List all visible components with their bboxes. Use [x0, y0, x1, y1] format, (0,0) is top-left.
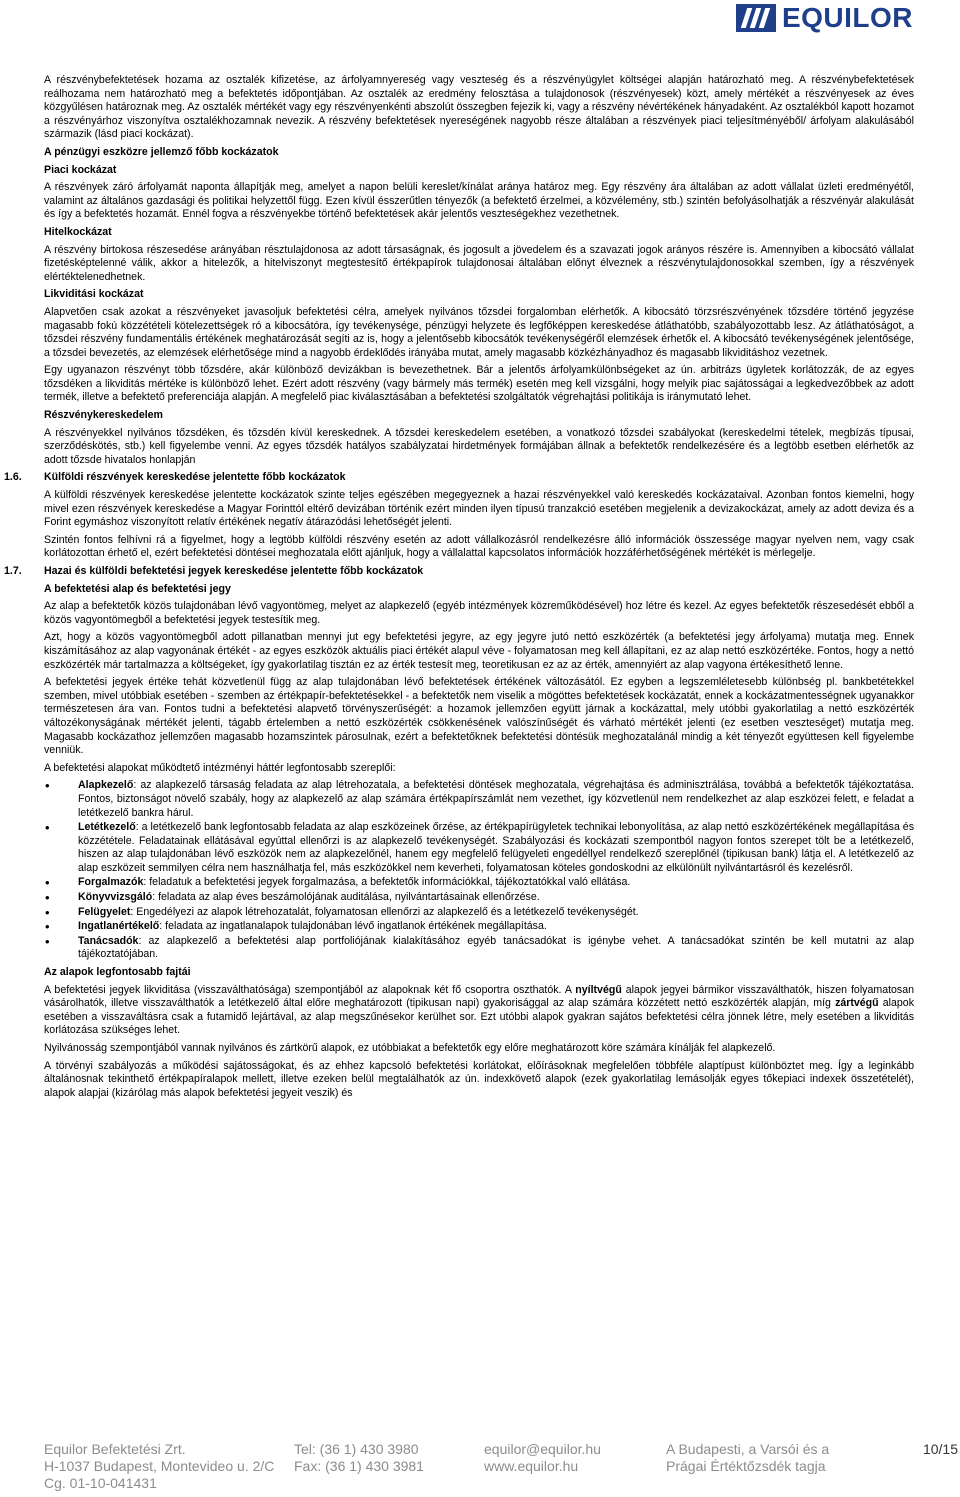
paragraph-fund-4: A befektetési alapokat működtető intézményi háttér legfontosabb szereplői: [44, 761, 396, 774]
role-text: : a letétkezelő bank legfontosabb feladata az alap eszközeinek őrzése, az értékpapírügyletek technikai lebonyolítása, az alap nettó eszközértékének megállapítása és közzététele. Feladatainak ellátásával egyúttal ellenőrzi is az alapkezelő tevékenységét. Szabályozási és kockázati szempontból nagyon fontos szerepet tölt be a letétkezelő, hiszen az alap tulajdonában lévő eszközök nem az alapkezelőnél, hanem egy megfelelő felügyeleti engedéllyel rendelkező szereplőnél (tipikusan bank) látja el. A letétkezelő az alap eszközeit semmilyen célra nem használhatja fel, más eszközökkel nem keverheti, folyamatosan köteles gondoskodni az elkülönült nyilvántartásról és kezelésről. [78, 821, 914, 874]
list-item [78, 920, 914, 934]
list-item [78, 821, 914, 875]
section-title: Hazai és külföldi befektetési jegyek kereskedése jelentette főbb kockázatok [44, 565, 424, 577]
paragraph-credit-risk: A részvény birtokosa részesedése arányában résztulajdonosa az adott társaságnak, és jogosult a jövedelem és a szavazati jogok arányos részére is. Amennyiben a kibocsátó vállalat fizetésképtelenné válik, akkor a hitelezők, a hitelviszonyt megtestesítő értékpapírok tulajdonosai általában előnyt élveznek a részvénytulajdonosokkal szemben, így a részvények elértéktelenedhetnek. [44, 243, 914, 283]
paragraph-fund-types-1 [44, 984, 914, 1038]
text-run: alapok jegyei bármikor visszaválthatók, hiszen folyamatosan vásárolhatók, illetve visszaválthatók a letétkezelő által előre meghatározott (tipikusan napi) gyakorisággal az alap számára közzétett nettó eszközérték alapján, míg [44, 983, 915, 1010]
heading-market-risk: Piaci kockázat [44, 163, 117, 176]
membership-line-1: A Budapesti, a Varsói és a [666, 1441, 830, 1457]
document-body [4, 74, 915, 1104]
role-term: Könyvvizsgáló [78, 891, 153, 904]
equilor-logo [736, 2, 913, 34]
heading-share-trading: Részvénykereskedelem [44, 409, 163, 422]
paragraph-share-trading: A részvényekkel nyilvános tőzsdéken, és tőzsdén kívül kereskednek. A tőzsdei kereskedelem esetében, a vonatkozó tőzsdei szabályokat (kereskedelmi tételek, megbízás típusai, szerződéskötés, stb.) kell figyelembe venni. Az egyes tőzsdék hatályos szabályzatai hirdetmények formájában állnak a befektetők rendelkezésére és a legtöbb esetben elérhetők az adott tőzsde hivatalos honlapján [44, 426, 914, 466]
heading-fund: A befektetési alap és befektetési jegy [44, 582, 231, 595]
list-item [78, 906, 914, 920]
company-name: Equilor Befektetési Zrt. [44, 1441, 186, 1457]
paragraph-fund-1: Az alap a befektetők közös tulajdonában lévő vagyontömeg, melyet az alapkezelő (egyéb intézmények közreműködésével) hoz létre és kezel. Az egyes befektetők részesedését ebből a közös vagyontömegből a befektetési jegyek testesítik meg. [44, 600, 914, 626]
paragraph-fund-types-2: Nyilvánosság szempontjából vannak nyilvános és zártkörű alapok, ez utóbbiakat a befektetők egy előre meghatározott köre számára kínálják fel alapkezelő. [44, 1042, 776, 1054]
text-run: alapok esetében a visszaváltásra csak a futamidő lejártával, az alap megszűnésekor kerülhet sor. Ezt utóbbi alapok gyakran sajátos befektetési célra jönnek létre, mely esetében a likviditás korlátozása szükséges lehet. [44, 997, 914, 1037]
paragraph-fund-types-3: A törvényi szabályozás a működési sajátosságokat, és az ehhez kapcsoló befektetési korlátokat, előírásoknak megfelelően többféle alaptípust különböztet meg. Így a leginkább általánosnak tekinthető értékpapíralapok mellett, illetve ezeken belül megtalálhatók az ún. indexkövető alapok (ezek gyakorlatilag lemásolják egyes tőkepiaci indexek összetételét), alapok alapjai (kizárólag más alapok befektetési jegyeit veszik) és [44, 1059, 914, 1099]
section-number: 1.6. [4, 471, 22, 484]
company-registration: Cg. 01-10-041431 [44, 1475, 157, 1491]
website-link[interactable]: www.equilor.hu [484, 1458, 579, 1474]
role-text: : feladatuk a befektetési jegyek forgalmazása, a befektetők információkkal, tájékoztatókkal való ellátása. [143, 876, 631, 889]
role-term: Felügyelet [78, 905, 131, 918]
paragraph-fund-2: Azt, hogy a közös vagyontömegből adott pillanatban mennyi jut egy befektetési jegyre, az egy jegyre jutó nettó eszközérték (a befektetési jegy árfolyama) mutatja meg. Ennek kiszámításához az alap vagyonának értékét - az egyes eszközök aktuális piaci értékét alapul véve - folyamatosan meg kell állapítani, ez az alap nettó eszközértéke. Fontos, hogy a nettó eszközérték már tartalmazza a költségeket, így gyakorlatilag tisztán ez az érték testesít meg, teoretikusan ez az az érték, amennyiért az alap vagyona értékesíthető lenne. [44, 631, 914, 671]
paragraph-market-risk: A részvények záró árfolyamát naponta állapítják meg, amelyet a napon belüli kereslet/kínálat aránya határoz meg. Egy részvény ára általában az adott vállalat üzleti eredményétől, valamint az általános gazdasági és politikai helyzettől függ. Ezen kívül ésszerűtlen tényezők (a befektető érzelmei, a közvélemény, stb.) szintén befolyásolhatják a részvényár alakulását és így a befektetés hozamát. Ennél fogva a részvényekbe történő befektetések akár jelentős veszteségekhez vezethetnek. [44, 181, 914, 221]
section-heading-1-7 [4, 565, 914, 579]
section-title: Külföldi részvények kereskedése jelentette főbb kockázatok [44, 471, 346, 484]
membership-line-2: Prágai Értéktőzsdék tagja [666, 1458, 826, 1474]
list-item [78, 891, 914, 905]
role-term: Forgalmazók [78, 876, 144, 889]
logo-text: EQUILOR [781, 2, 913, 33]
company-address: H-1037 Budapest, Montevideo u. 2/C [44, 1458, 275, 1474]
role-text: : az alapkezelő a befektetési alap portfoliójának kialakításához egyéb tanácsadókat is igénybe vehet. A tanácsadókat szintén be kell mutatni az alap tájékoztatójában. [78, 934, 914, 961]
paragraph-foreign-2: Szintén fontos felhívni rá a figyelmet, hogy a legtöbb külföldi részvény esetén az adott vállalkozásról rendelkezésre álló információk összessége magyar nyelven nem, vagy csak korlátozottan érhető el, ezért befektetési döntései meghozatala előtt ajánljuk, hogy a vállalattal kapcsolatos információk hozzáférhetőségének mértékét is mérlegelje. [44, 533, 914, 560]
role-term: Ingatlanértékelő [78, 920, 160, 933]
fax: Fax: (36 1) 430 3981 [294, 1458, 424, 1474]
section-number: 1.7. [4, 565, 22, 577]
page-number: 10/15 [922, 1441, 958, 1457]
footer-company [44, 1441, 274, 1492]
role-text: : feladata az ingatlanalapok tulajdonában lévő ingatlanok értékének megállapítása. [159, 920, 547, 933]
logo-mark-icon [736, 4, 776, 32]
paragraph-liquidity-2: Egy ugyanazon részvényt több tőzsdére, akár különböző devizákban is bevezethetnek. Bár a jelentős árfolyamkülönbségeket az ún. arbitrázs ügyletek korlátozzák, de az egyes tőzsdéken a likviditás mértéke is különböző lehet. Ezért adott részvény (vagy bármely más termék) esetén meg kell vizsgálni, hogy melyik piac sajátosságai a legkedvezőbbek az adott termék, illetve a befektető preferenciája alapján. A megfelelő piac kiválasztásában a befektetési szolgáltatók végrehajtási politikája is iránymutató lehet. [44, 364, 914, 404]
roles-list [44, 779, 914, 962]
role-term: Tanácsadók [78, 934, 139, 947]
email-link[interactable]: equilor@equilor.hu [484, 1441, 601, 1457]
role-term: Alapkezelő [78, 779, 134, 792]
footer-membership [666, 1441, 829, 1475]
phone: Tel: (36 1) 430 3980 [294, 1441, 419, 1457]
term-closed-ended: zártvégű [835, 997, 879, 1010]
role-text: : Engedélyezi az alapok létrehozatalát, folyamatosan ellenőrzi az alapkezelő és a letétkezelő tevékenységét. [130, 905, 639, 918]
footer-phone [294, 1441, 424, 1475]
paragraph-foreign-1: A külföldi részvények kereskedése jelentette kockázatok szinte teljes egészében megegyeznek a hazai részvényekkel való kereskedés kockázataival. Azonban fontos kiemelni, hogy mivel ezen részvények kereskedése a Magyar Forinttól eltérő devizában történik ezért minden ilyen típusú tranzakció esetében megjelenik a devizakockázat, amely az adott deviza és a Forint egymáshoz viszonyított relatív értékének negatív átárazódási lehetőségét jelenti. [44, 489, 914, 529]
list-item [78, 876, 914, 890]
paragraph-dividend: A részvénybefektetések hozama az osztalék kifizetése, az árfolyamnyereség vagy veszteség és a részvényügylet költségei alapján határozható meg. A részvénybefektetések reálhozama nem határozható meg a befektetés időpontjában. Az osztalék az eredmény felosztása a tulajdonosok (részvényesek) közt, amely mértékét a részvényesek az éves közgyűlésen határoznak meg. Az osztalék mértékét vagy egy részvényenkénti abszolút összegben fejezik ki, vagy a részvény névértékének hányadaként. Az osztalékból kapott hozamot a részvényárhoz viszonyítva osztalékhozamnak nevezik. A részvény befektetések nyereségének nagyobb része általában a részvények piaci teljesítményéből/ árfolyam alakulásából származik (lásd piaci kockázat). [44, 74, 914, 141]
list-item [78, 935, 914, 962]
heading-credit-risk: Hitelkockázat [44, 225, 112, 238]
role-text: : az alapkezelő társaság feladata az alap létrehozatala, a befektetési döntések meghozatala, végrehajtása és adminisztrálása, továbbá a befektetők tájékoztatása. Fontos, biztonságot növelő szabály, hogy az alapkezelő az alap számára értékpapírszámlát nem vezethet, így közvetlenül nem rendelkezhet az alap eszközei felett, e feladat a letétkezelő bankra hárul. [78, 779, 914, 819]
paragraph-fund-3: A befektetési jegyek értéke tehát közvetlenül függ az alap tulajdonában lévő befektetések értékének változásától. Ez egyben a legszemléletesebb különbség pl. bankbetétekkel szemben, mivel utóbbiak esetében - szemben az értékpapír-befektetésekkel - a befektetők nem viselik a mögöttes befektetések kockázatát, ennek a kockázatmentességnek ugyanakkor természetesen ára van. Fontos tudni a befektetési alapvető törvényszerűségét: a hozamok jellemzően együtt járnak a kockázattal, mely utóbbi gyakorlatilag a nettó eszközérték változékonyságának mértékét jelenti, tágabb értelemben a nettó eszközérték csökkenésének valószínűségét és várható mértékét jelenti (ez esetben veszteséget) mutatja meg. Magasabb kockázathoz jellemzően magasabb hozamszintek párosulnak, ezért a befektetőknek befektetési döntésük meghozatalánál mindig a két tényezőt együttesen kell figyelembe venniük. [44, 676, 914, 757]
list-item [78, 779, 914, 820]
role-term: Letétkezelő [78, 821, 136, 834]
heading-liquidity-risk: Likviditási kockázat [44, 288, 144, 301]
heading-fund-types: Az alapok legfontosabb fajtái [44, 966, 191, 979]
role-text: : feladata az alap éves beszámolójának auditálása, nyilvántartásainak ellenőrzése. [152, 891, 540, 904]
paragraph-liquidity-1: Alapvetően csak azokat a részvényeket javasoljuk befektetési célra, amelyek nyilvános tőzsdei forgalomban elérhetők. A kibocsátó törzsrészvényének tőzsdére történő jegyzése magasabb fokú közzétételi kötelezettségek ró a kibocsátóra, így tevékenysége, pénzügyi helyzete és legfőképpen kereskedése átláthatóbb, szabályozottabb lesz. Az átláthatóságot, a tőzsdei részvény fundamentális értékének meghatározását segíti az is, hogy a jelentősebb kibocsátók tevékenységéről elemzések érhetők el. A kibocsátó tevékenységének jelentősége, a tőzsdei bevezetés, az elemzések elérhetősége mind a nagyobb érdeklődés irányába mutat, amely magasabb közkézhányadhoz és magasabb likviditáshoz vezetnek. [44, 305, 914, 359]
footer-contact [484, 1441, 601, 1475]
term-open-ended: nyíltvégű [575, 983, 622, 996]
heading-risks: A pénzügyi eszközre jellemző főbb kockázatok [44, 145, 279, 158]
section-heading-1-6 [4, 471, 914, 485]
text-run: A befektetési jegyek likviditása (visszaválthatósága) szempontjából az alapoknak két fő csoportra oszthatók. A [44, 983, 576, 996]
